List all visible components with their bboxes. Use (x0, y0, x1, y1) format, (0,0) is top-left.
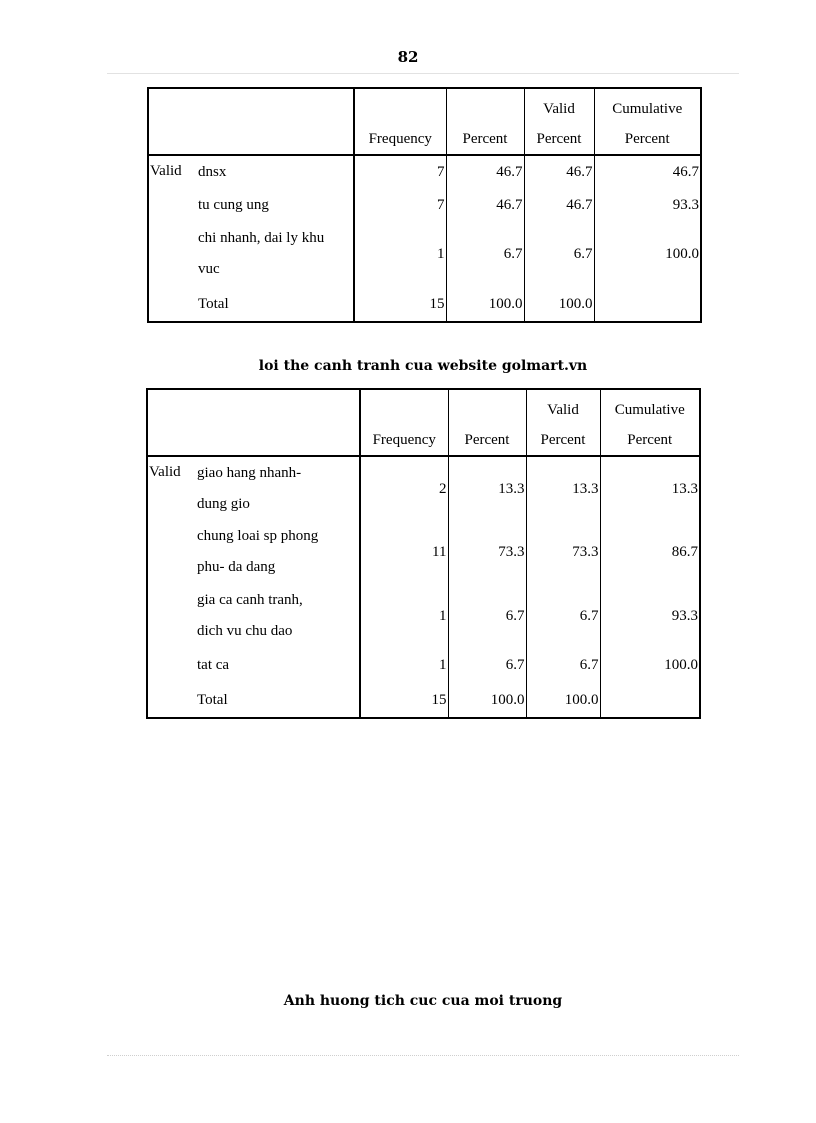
header-line: Cumulative (614, 402, 685, 418)
valid-percent-cell: 46.7 (524, 155, 594, 188)
group-label (147, 520, 193, 584)
frequency-cell: 1 (360, 584, 448, 648)
row-label (193, 584, 360, 648)
header-line: Valid (547, 402, 579, 418)
percent-cell: 6.7 (446, 222, 524, 286)
valid-percent-cell: 6.7 (524, 222, 594, 286)
table-row (147, 584, 700, 648)
col-header-valid-percent (524, 88, 594, 155)
percent-cell: 73.3 (448, 520, 526, 584)
percent-cell: 46.7 (446, 155, 524, 188)
table-row (148, 155, 701, 188)
header-corner (147, 389, 193, 456)
header-line: Percent (627, 432, 673, 448)
header-line: Percent (624, 131, 670, 147)
cumulative-percent-cell: 93.3 (671, 608, 698, 624)
row-label-line: giao hang nhanh- (197, 464, 302, 481)
table-row (147, 520, 700, 584)
header-rule (107, 73, 739, 74)
cumulative-percent-cell: 100.0 (664, 657, 698, 673)
cumulative-percent-cell: 46.7 (672, 164, 699, 180)
footer-rule (107, 1055, 739, 1056)
frequency-cell: 15 (354, 286, 446, 322)
row-label-line: dich vu chu dao (197, 623, 293, 639)
frequency-cell: 11 (360, 520, 448, 584)
table-row (148, 188, 701, 222)
row-label-line: chung loai sp phong (197, 528, 319, 544)
frequency-cell: 1 (354, 222, 446, 286)
frequency-cell: 7 (354, 155, 446, 188)
valid-percent-cell: 46.7 (524, 188, 594, 222)
frequency-cell: 15 (360, 682, 448, 718)
cumulative-percent-cell (594, 286, 701, 322)
row-label: Total (194, 286, 354, 322)
valid-percent-cell: 6.7 (526, 648, 600, 682)
row-label: dnsx (194, 155, 354, 188)
percent-cell: 100.0 (448, 682, 526, 718)
header-corner (148, 88, 194, 155)
col-header-cumulative-percent (594, 88, 701, 155)
table-header-row (147, 389, 700, 456)
row-label: Total (193, 682, 360, 718)
table-row-total (147, 682, 700, 718)
percent-cell: 13.3 (448, 456, 526, 520)
valid-percent-cell: 73.3 (526, 520, 600, 584)
valid-percent-cell: 100.0 (526, 682, 600, 718)
group-label (147, 648, 193, 682)
frequency-table-1 (147, 87, 702, 323)
group-label (148, 222, 194, 286)
row-label: tu cung ung (194, 188, 354, 222)
frequency-cell: 7 (354, 188, 446, 222)
group-label (147, 584, 193, 648)
frequency-cell: 1 (360, 648, 448, 682)
col-header-valid-percent (526, 389, 600, 456)
group-label (148, 286, 194, 322)
header-corner-label (194, 88, 354, 155)
table-row (148, 222, 701, 286)
group-label (148, 188, 194, 222)
col-header-frequency: Frequency (360, 389, 448, 456)
col-header-cumulative-percent (600, 389, 700, 456)
row-label-line: dung gio (197, 495, 250, 512)
group-label (147, 682, 193, 718)
row-label (194, 222, 354, 286)
percent-cell: 100.0 (446, 286, 524, 322)
row-label-line: gia ca canh tranh, (197, 592, 303, 608)
cumulative-percent-cell: 86.7 (671, 544, 698, 560)
row-label: tat ca (193, 648, 360, 682)
valid-percent-cell: 6.7 (526, 584, 600, 648)
percent-cell: 6.7 (448, 648, 526, 682)
row-label (193, 456, 360, 520)
page-number: 82 (397, 48, 419, 66)
row-label-line: phu- da dang (197, 559, 276, 575)
valid-percent-cell: 13.3 (526, 456, 600, 520)
table-row (147, 456, 700, 520)
frequency-table-2 (146, 388, 701, 719)
table-caption: loi the canh tranh cua website golmart.vn (258, 358, 588, 374)
col-header-percent: Percent (446, 88, 524, 155)
cumulative-percent-cell: 13.3 (671, 480, 698, 497)
cumulative-percent-cell: 93.3 (672, 197, 699, 213)
col-header-percent: Percent (448, 389, 526, 456)
cumulative-percent-cell (600, 682, 700, 718)
group-label: Valid (150, 163, 182, 179)
header-line: Cumulative (612, 101, 683, 117)
group-label: Valid (149, 464, 181, 480)
table-row (147, 648, 700, 682)
percent-cell: 46.7 (446, 188, 524, 222)
percent-cell: 6.7 (448, 584, 526, 648)
row-label-line: vuc (198, 261, 220, 277)
row-label-line: chi nhanh, dai ly khu (198, 230, 325, 246)
valid-percent-cell: 100.0 (524, 286, 594, 322)
table-header-row (148, 88, 701, 155)
col-header-frequency: Frequency (354, 88, 446, 155)
cumulative-percent-cell: 100.0 (665, 246, 699, 262)
table-row-total (148, 286, 701, 322)
header-corner-label (193, 389, 360, 456)
header-line: Valid (543, 101, 575, 117)
section-heading: Anh huong tich cuc cua moi truong (283, 993, 563, 1009)
header-line: Percent (540, 432, 586, 448)
row-label (193, 520, 360, 584)
frequency-cell: 2 (360, 456, 448, 520)
header-line: Percent (536, 131, 582, 147)
